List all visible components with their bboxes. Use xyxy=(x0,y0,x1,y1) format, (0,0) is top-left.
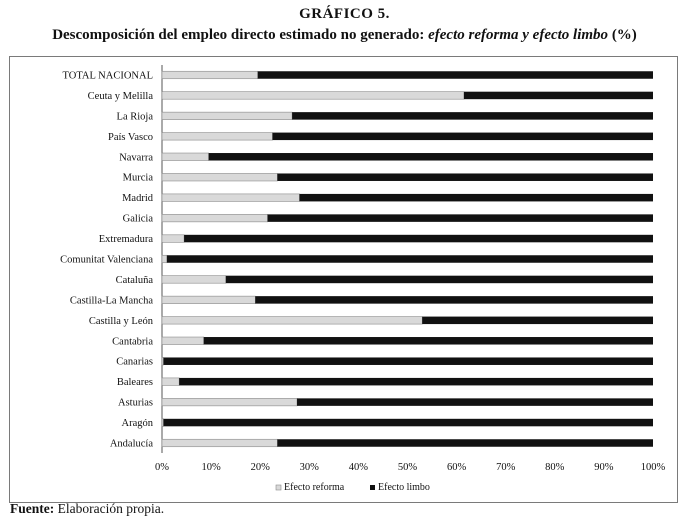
category-label: Aragón xyxy=(121,418,153,430)
bar-segment-limbo xyxy=(167,255,653,263)
bar-segment-reforma xyxy=(162,398,297,406)
category-label: Murcia xyxy=(122,172,153,184)
bar-segment-reforma xyxy=(162,71,258,79)
x-tick-label: 30% xyxy=(299,462,319,473)
category-label: Madrid xyxy=(122,193,153,205)
bar-segment-limbo xyxy=(268,214,653,222)
figure-title-suffix: (%) xyxy=(608,27,637,43)
bar-segment-reforma xyxy=(162,296,255,304)
x-tick-label: 70% xyxy=(496,462,516,473)
x-tick-label: 80% xyxy=(545,462,565,473)
category-label: Ceuta y Melilla xyxy=(87,90,153,102)
bar-segment-reforma xyxy=(162,337,204,345)
bar-segment-reforma xyxy=(162,214,268,222)
bar-segment-limbo xyxy=(209,153,653,161)
category-label: Canarias xyxy=(116,356,153,368)
bar-segment-limbo xyxy=(277,173,653,181)
bar-segment-reforma xyxy=(162,255,167,263)
category-label: Extremadura xyxy=(98,234,153,246)
x-tick-label: 50% xyxy=(397,462,418,473)
bar-segment-reforma xyxy=(162,357,163,365)
bar-segment-reforma xyxy=(162,194,299,202)
bar-segment-reforma xyxy=(162,378,179,386)
category-label: País Vasco xyxy=(107,131,153,143)
bar-segment-reforma xyxy=(162,112,292,120)
category-label: Castilla y León xyxy=(88,315,153,327)
bar-segment-reforma xyxy=(162,92,464,100)
category-label: Galicia xyxy=(122,213,153,225)
bar-segment-reforma xyxy=(162,133,272,141)
figure-title-italic: efecto reforma y efecto limbo xyxy=(428,27,609,43)
category-label: Cataluña xyxy=(115,274,153,286)
legend-swatch-reforma xyxy=(276,485,281,490)
bar-segment-limbo xyxy=(277,439,653,447)
bar-segment-limbo xyxy=(297,398,653,406)
source-text: Elaboración propia. xyxy=(54,501,165,516)
legend-label-reforma: Efecto reforma xyxy=(284,482,345,493)
x-tick-label: 0% xyxy=(155,462,169,473)
bar-segment-limbo xyxy=(292,112,653,120)
source-label: Fuente: xyxy=(10,501,55,516)
category-label: Baleares xyxy=(116,377,153,389)
category-label: Andalucía xyxy=(109,438,153,450)
x-tick-label: 100% xyxy=(640,462,666,473)
bar-segment-reforma xyxy=(162,173,277,181)
bar-segment-limbo xyxy=(258,71,653,79)
x-tick-label: 10% xyxy=(201,462,221,473)
bar-segment-reforma xyxy=(162,419,163,427)
bar-segment-limbo xyxy=(184,235,653,243)
category-label: Castilla-La Mancha xyxy=(69,295,153,307)
category-label: Navarra xyxy=(119,152,153,164)
bar-segment-reforma xyxy=(162,235,184,243)
bar-segment-limbo xyxy=(204,337,653,345)
bar-segment-limbo xyxy=(163,357,653,365)
bar-segment-limbo xyxy=(179,378,653,386)
bar-segment-limbo xyxy=(464,92,653,100)
category-label: TOTAL NACIONAL xyxy=(62,70,153,82)
bar-segment-reforma xyxy=(162,153,209,161)
category-label: La Rioja xyxy=(116,111,153,123)
bar-segment-reforma xyxy=(162,317,422,325)
x-tick-label: 40% xyxy=(348,462,369,473)
legend-label-limbo: Efecto limbo xyxy=(378,482,430,493)
bar-segment-reforma xyxy=(162,276,226,284)
legend-swatch-limbo xyxy=(370,485,375,490)
bar-segment-limbo xyxy=(163,419,653,427)
category-label: Cantabria xyxy=(112,336,153,348)
bar-segment-reforma xyxy=(162,439,277,447)
bar-segment-limbo xyxy=(272,133,653,141)
bar-segment-limbo xyxy=(422,317,653,325)
bar-segment-limbo xyxy=(299,194,653,202)
x-tick-label: 60% xyxy=(446,462,467,473)
figure-number: GRÁFICO 5. xyxy=(299,6,390,22)
bar-segment-limbo xyxy=(226,276,653,284)
category-label: Comunitat Valenciana xyxy=(60,254,153,266)
bar-segment-limbo xyxy=(255,296,653,304)
x-tick-label: 20% xyxy=(250,462,270,473)
x-tick-label: 90% xyxy=(594,462,614,473)
figure-title-plain: Descomposición del empleo directo estimado no generado: xyxy=(52,27,429,43)
category-label: Asturias xyxy=(118,397,153,409)
source-note xyxy=(10,501,164,517)
